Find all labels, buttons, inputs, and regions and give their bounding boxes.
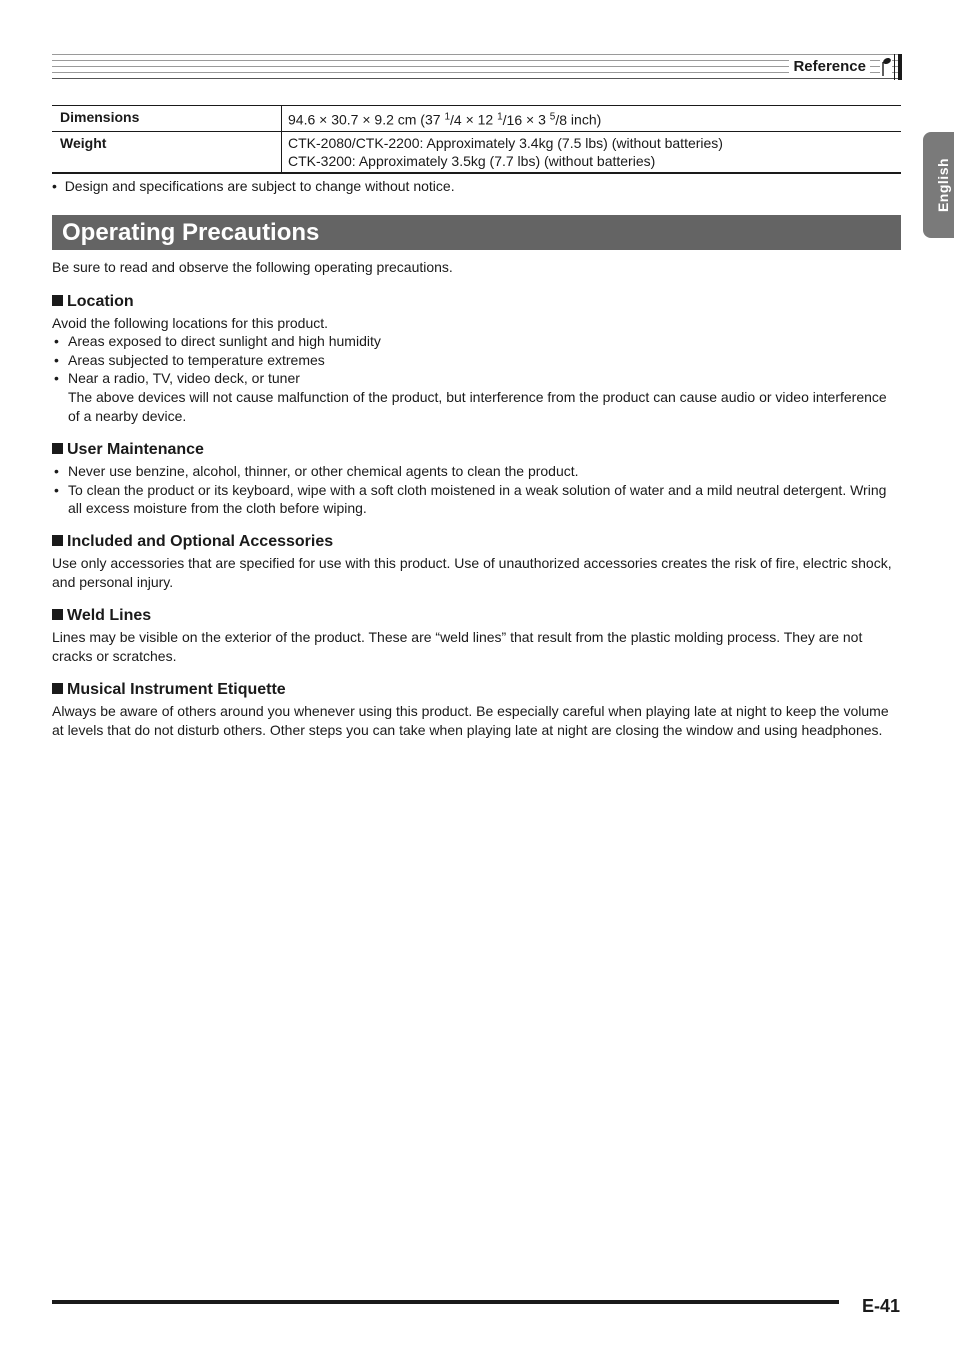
language-tab-label: English: [935, 157, 951, 213]
footer-rule: [52, 1300, 839, 1304]
dimensions-value: 94.6 × 30.7 × 9.2 cm (37 $^1$/4 × 12 $^1$/16 × 3 $^5$/8 inch): [288, 111, 602, 128]
weight-value: CTK-2080/CTK-2200: Approximately 3.4kg (7.5 lbs) (without batteries) CTK-3200: Approximately 3.5kg (7.7 lbs) (without batteries): [282, 131, 902, 173]
section-title: Operating Precautions: [52, 215, 901, 250]
header-staff-lines: [52, 54, 898, 80]
weld-lines-text: Lines may be visible on the exterior of the product. These are “weld lines” that result from the plastic molding process. They are not cracks or scratches.: [52, 629, 863, 664]
location-list: [52, 332, 902, 426]
maintenance-heading: User Maintenance: [52, 440, 204, 459]
dimensions-label: Dimensions: [52, 106, 282, 132]
table-row: [52, 106, 901, 132]
language-tab: [923, 132, 954, 238]
list-item: • Never use benzine, alcohol, thinner, or other chemical agents to clean the product.: [54, 463, 579, 479]
list-item: • Areas subjected to temperature extremes: [54, 351, 325, 368]
table-row: [52, 131, 901, 173]
etiquette-text: Always be aware of others around you whenever using this product. Be especially careful when playing late at night to keep the volume at levels that do not disturb others. Other steps you can take when playing late at night are closing the window and using headphones.: [52, 703, 889, 738]
list-item: • Near a radio, TV, video deck, or tuner The above devices will not cause malfunction of the product, but interference from the product can cause audio or video interference of a nearby device.: [54, 370, 887, 424]
maintenance-list: [52, 462, 902, 518]
list-item: • To clean the product or its keyboard, wipe with a soft cloth moistened in a weak solution of water and a mild neutral detergent. Wring all excess moisture from the cloth before wiping.: [54, 481, 887, 517]
header-section-label: Reference: [789, 58, 870, 76]
list-item: • Areas exposed to direct sunlight and high humidity: [54, 333, 381, 349]
music-note-icon: [880, 57, 892, 77]
location-intro: Avoid the following locations for this product.: [52, 315, 329, 331]
etiquette-heading: Musical Instrument Etiquette: [52, 680, 286, 699]
weight-label: Weight: [52, 131, 282, 173]
accessories-heading: Included and Optional Accessories: [52, 532, 333, 551]
weld-lines-heading: Weld Lines: [52, 606, 151, 625]
spec-change-note: • Design and specifications are subject to change without notice.: [52, 178, 455, 194]
specifications-table: [52, 105, 901, 174]
location-heading: Location: [52, 292, 134, 311]
page-number: E-41: [861, 1296, 900, 1316]
section-intro: Be sure to read and observe the following operating precautions.: [52, 259, 453, 275]
accessories-text: Use only accessories that are specified for use with this product. Use of unauthorized accessories creates the risk of fire, electric shock, and personal injury.: [52, 555, 892, 590]
